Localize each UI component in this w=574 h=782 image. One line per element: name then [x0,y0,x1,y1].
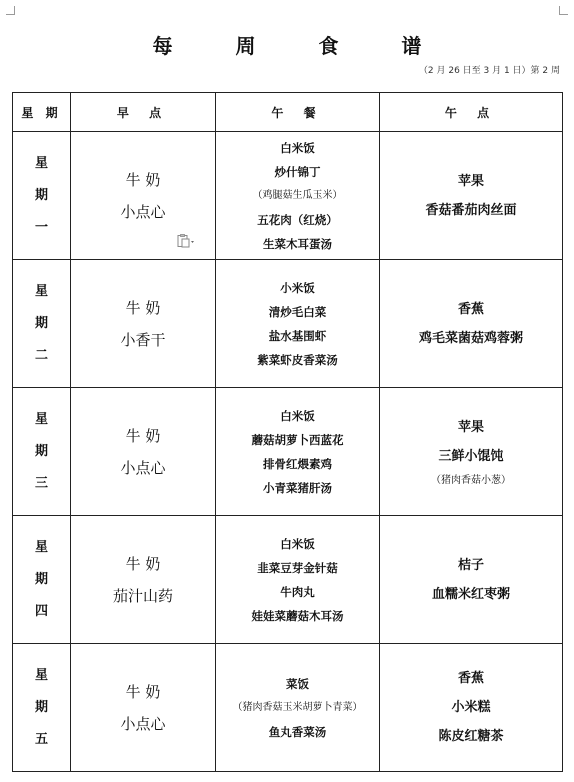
snack-note: （猪肉香菇小葱） [431,474,511,486]
weekday-char: 期 [34,443,48,459]
breakfast-item: 牛 奶 [125,682,161,701]
header-weekday: 星 期 [13,93,71,132]
lunch-cell [216,388,380,516]
breakfast-item: 小点心 [120,458,166,477]
lunch-item: 白米饭 [280,536,315,551]
weekday-char: 一 [34,219,48,235]
snack-cell [380,516,563,644]
breakfast-item: 牛 奶 [125,554,161,573]
header-breakfast: 早 点 [71,93,216,132]
snack-item: 苹果 [457,173,484,189]
breakfast-cell [71,132,216,260]
snack-item: 鸡毛菜菌菇鸡蓉粥 [418,330,523,346]
header-snack: 午 点 [380,93,563,132]
page-corner-mark [6,6,15,15]
lunch-item: 五花肉（红烧） [257,212,338,227]
breakfast-item: 小点心 [120,714,166,733]
breakfast-item: 茄汁山药 [112,586,173,605]
snack-item: 苹果 [457,419,484,435]
paste-options-icon[interactable] [177,227,195,241]
lunch-item: 清炒毛白菜 [268,304,327,319]
breakfast-item: 牛 奶 [125,298,161,317]
weekday-char: 五 [34,731,48,747]
breakfast-item: 小香干 [120,330,166,349]
snack-item: 桔子 [457,557,484,573]
page-title: 每 周 食 谱 [152,34,450,58]
weekday-cell [13,644,71,772]
snack-cell [380,388,563,516]
snack-item: 陈皮红糖茶 [438,729,504,744]
weekday-char: 二 [34,347,48,363]
snack-item: 三鲜小馄饨 [438,448,504,464]
lunch-item: 鱼丸香菜汤 [268,724,327,739]
lunch-item: 娃娃菜蘑菇木耳汤 [251,608,344,623]
weekday-char: 三 [34,475,48,491]
snack-item: 香蕉 [457,301,484,317]
menu-row [13,132,563,260]
weekday-cell [13,388,71,516]
breakfast-cell [71,516,216,644]
table-header-row [13,93,563,132]
lunch-note: （鸡腿菇生瓜玉米） [252,189,343,201]
menu-row [13,516,563,644]
breakfast-cell [71,260,216,388]
lunch-note: （猪肉香菇玉米胡萝卜青菜） [232,701,363,713]
lunch-item: 白米饭 [280,408,315,423]
breakfast-item: 小点心 [120,202,166,221]
breakfast-item: 牛 奶 [125,426,161,445]
weekly-menu-table [12,92,563,772]
weekday-char: 期 [34,571,48,587]
lunch-item: 排骨红煨素鸡 [263,456,332,471]
snack-cell [380,132,563,260]
weekday-char: 四 [34,603,48,619]
lunch-item: 韭菜豆芽金针菇 [257,560,338,575]
snack-cell [380,644,563,772]
snack-item: 香蕉 [457,671,484,686]
weekday-char: 期 [34,187,48,203]
lunch-item: 生菜木耳蛋汤 [263,236,332,251]
lunch-item: 菜饭 [286,676,309,691]
breakfast-item: 牛 奶 [125,170,161,189]
snack-item: 香菇番茄肉丝面 [425,202,517,218]
snack-item: 血糯米红枣粥 [431,586,510,602]
lunch-item: 小米饭 [280,280,315,295]
lunch-cell [216,260,380,388]
lunch-cell [216,132,380,260]
weekday-char: 星 [34,155,48,171]
menu-row [13,644,563,772]
breakfast-cell [71,644,216,772]
weekday-char: 星 [34,667,48,683]
weekday-char: 期 [34,315,48,331]
lunch-item: 白米饭 [280,140,315,155]
snack-cell [380,260,563,388]
page-corner-mark [559,6,568,15]
snack-item: 小米糕 [451,700,491,715]
weekday-cell [13,132,71,260]
date-range-subtitle: （2 月 26 日至 3 月 1 日）第 2 周 [418,66,560,76]
weekday-cell [13,260,71,388]
lunch-cell [216,644,380,772]
weekday-cell [13,516,71,644]
lunch-item: 蘑菇胡萝卜西蓝花 [251,432,344,447]
weekday-char: 星 [34,411,48,427]
lunch-item: 牛肉丸 [280,584,315,599]
header-lunch: 午 餐 [216,93,380,132]
weekday-char: 星 [34,539,48,555]
weekday-char: 星 [34,283,48,299]
lunch-item: 小青菜猪肝汤 [263,480,332,495]
breakfast-cell [71,388,216,516]
lunch-item: 盐水基围虾 [268,328,327,343]
lunch-item: 炒什锦丁 [274,164,321,179]
lunch-item: 紫菜虾皮香菜汤 [257,352,338,367]
weekday-char: 期 [34,699,48,715]
lunch-cell [216,516,380,644]
menu-row [13,388,563,516]
menu-row [13,260,563,388]
